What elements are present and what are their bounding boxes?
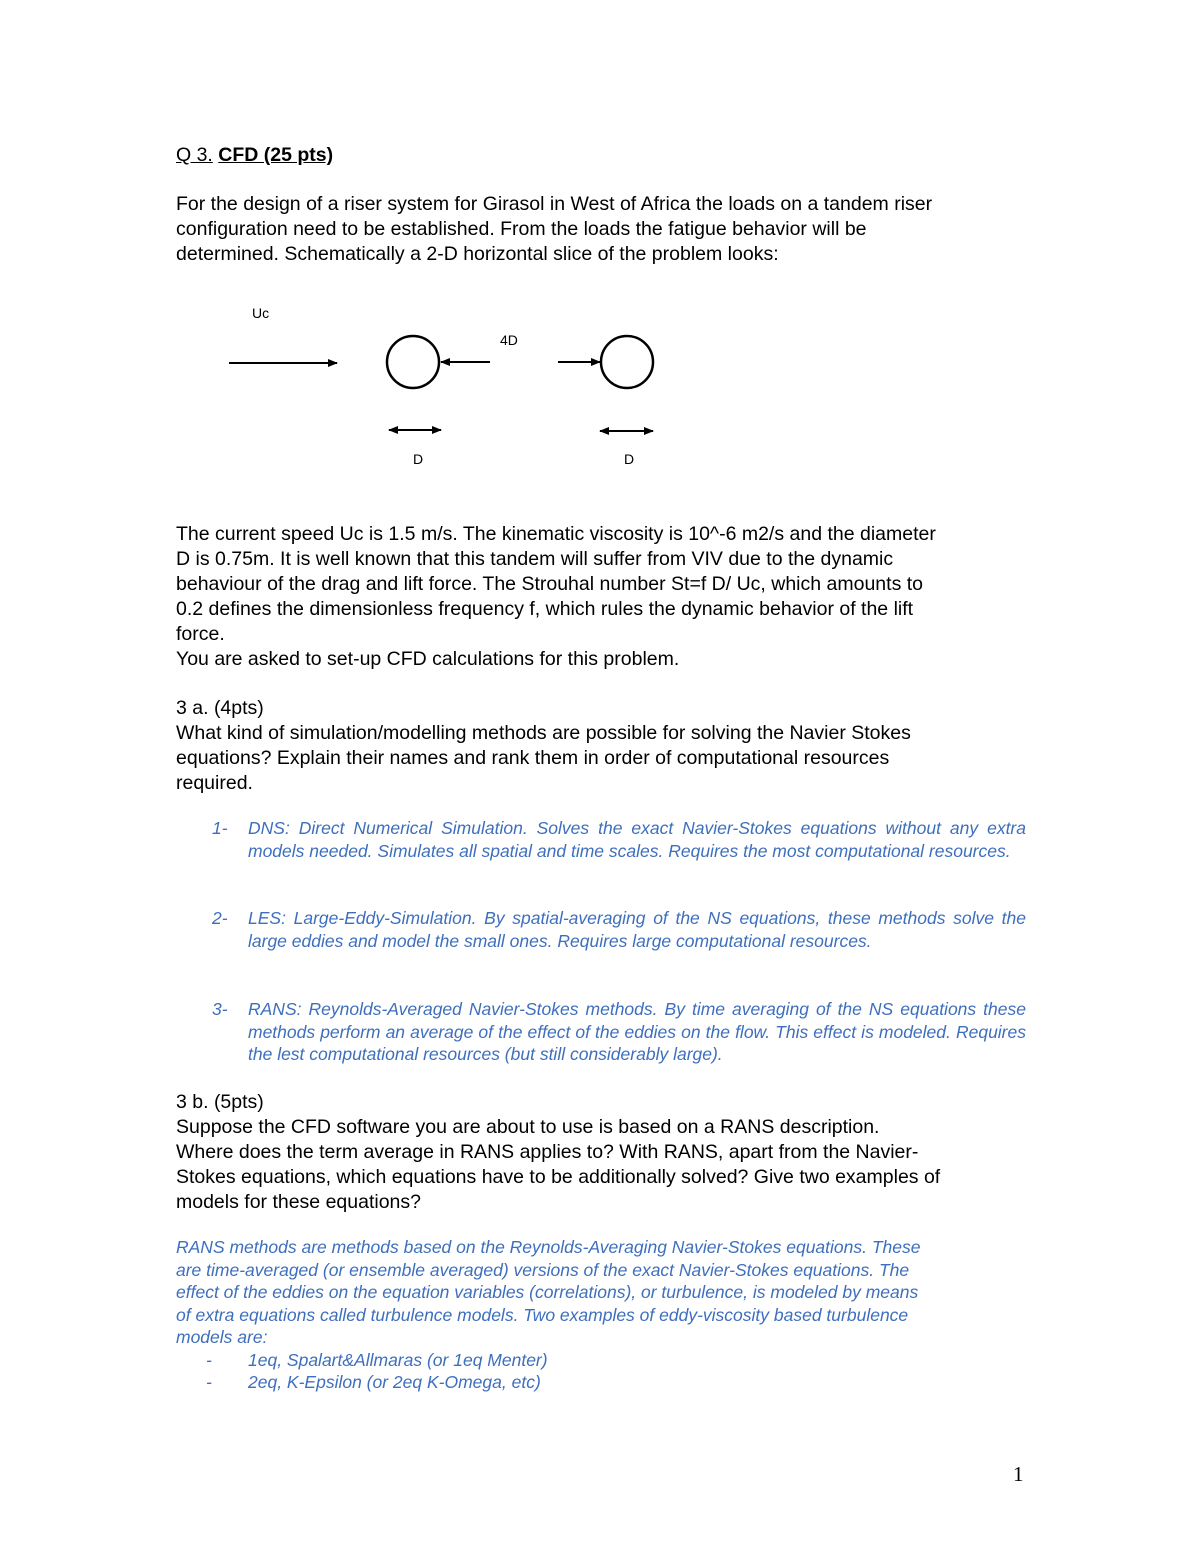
answer-item-les (176, 907, 1026, 952)
problem-line: The current speed Uc is 1.5 m/s. The kinematic viscosity is 10^-6 m2/s and the diameter (176, 523, 936, 545)
model-example-item (176, 1371, 1006, 1394)
model-example-item (176, 1349, 1006, 1372)
part-a-heading: 3 a. (4pts) (176, 697, 264, 719)
answer-item-rans (176, 998, 1026, 1066)
part-b-answer (176, 1236, 1006, 1394)
part-b-question-line: Where does the term average in RANS applies to? With RANS, apart from the Navier- (176, 1141, 919, 1163)
part-b-question-line: Stokes equations, which equations have to be additionally solved? Give two examples of (176, 1166, 941, 1188)
answer-text: LES: Large-Eddy-Simulation. By spatial-averaging of the NS equations, these methods solve the large eddies and model the small ones. Requires large computational resources. (248, 908, 1026, 951)
answer-number: 2- (212, 908, 228, 928)
answer-line: of extra equations called turbulence models. Two examples of eddy-viscosity based turbulence (176, 1304, 909, 1325)
model-example-text: 2eq, K-Epsilon (or 2eq K-Omega, etc) (248, 1372, 541, 1392)
page-number: 1 (1013, 1462, 1024, 1486)
part-a-question (176, 696, 1036, 796)
riser-circle-downstream (601, 336, 653, 388)
diameter-label-1: D (413, 451, 424, 467)
spacing-label: 4D (500, 332, 518, 348)
diameter-label-2: D (624, 451, 635, 467)
problem-paragraph (176, 522, 1036, 672)
problem-line: 0.2 defines the dimensionless frequency f, which rules the dynamic behavior of the lift (176, 598, 914, 620)
model-example-text: 1eq, Spalart&Allmaras (or 1eq Menter) (248, 1349, 548, 1370)
current-label: Uc (252, 305, 270, 321)
question-heading: CFD (25 pts) (218, 144, 334, 166)
part-b-question-line: Suppose the CFD software you are about to use is based on a RANS description. (176, 1116, 880, 1138)
answer-text: RANS: Reynolds-Averaged Navier-Stokes methods. By time averaging of the NS equations these methods perform an average of the effect of the eddies on the flow. This effect is modeled. Requires the lest computational resources (but still considerably large). (248, 999, 1026, 1064)
tandem-riser-diagram (0, 0, 1200, 500)
answer-item-dns (176, 817, 1026, 862)
list-dash: - (206, 1372, 212, 1392)
part-a-answer-list (176, 998, 1026, 1066)
part-a-answer-list (176, 817, 1026, 862)
riser-circle-upstream (387, 336, 439, 388)
part-a-question-line: equations? Explain their names and rank them in order of computational resources (176, 747, 890, 769)
intro-line: configuration need to be established. From the loads the fatigue behavior will be (176, 218, 867, 240)
intro-line: For the design of a riser system for Girasol in West of Africa the loads on a tandem riser (176, 193, 933, 215)
answer-text: DNS: Direct Numerical Simulation. Solves the exact Navier-Stokes equations without any extra models needed. Simulates all spatial and time scales. Requires the most computational resources. (248, 818, 1026, 861)
answer-line: models are: (176, 1327, 268, 1347)
part-b-heading: 3 b. (5pts) (176, 1091, 264, 1113)
part-a-answer-list (176, 907, 1026, 952)
answer-number: 3- (212, 999, 228, 1019)
part-a-question-line: What kind of simulation/modelling methods are possible for solving the Navier Stokes (176, 722, 911, 744)
answer-line: effect of the eddies on the equation variables (correlations), or turbulence, is modeled by means (176, 1282, 919, 1302)
intro-line: determined. Schematically a 2-D horizontal slice of the problem looks: (176, 243, 779, 265)
problem-line: behaviour of the drag and lift force. The Strouhal number St=f D/ Uc, which amounts to (176, 573, 923, 595)
list-dash: - (206, 1349, 212, 1370)
part-a-question-line: required. (176, 772, 253, 794)
problem-line: D is 0.75m. It is well known that this tandem will suffer from VIV due to the dynamic (176, 548, 894, 570)
problem-line: You are asked to set-up CFD calculations for this problem. (176, 648, 680, 670)
part-b-question (176, 1090, 1036, 1215)
answer-line: are time-averaged (or ensemble averaged) versions of the exact Navier-Stokes equations. The (176, 1259, 910, 1280)
problem-line: force. (176, 623, 225, 645)
answer-line: RANS methods are methods based on the Reynolds-Averaging Navier-Stokes equations. These (176, 1237, 921, 1257)
part-b-question-line: models for these equations? (176, 1191, 421, 1213)
answer-number: 1- (212, 818, 228, 838)
question-number: Q 3. (176, 144, 213, 166)
